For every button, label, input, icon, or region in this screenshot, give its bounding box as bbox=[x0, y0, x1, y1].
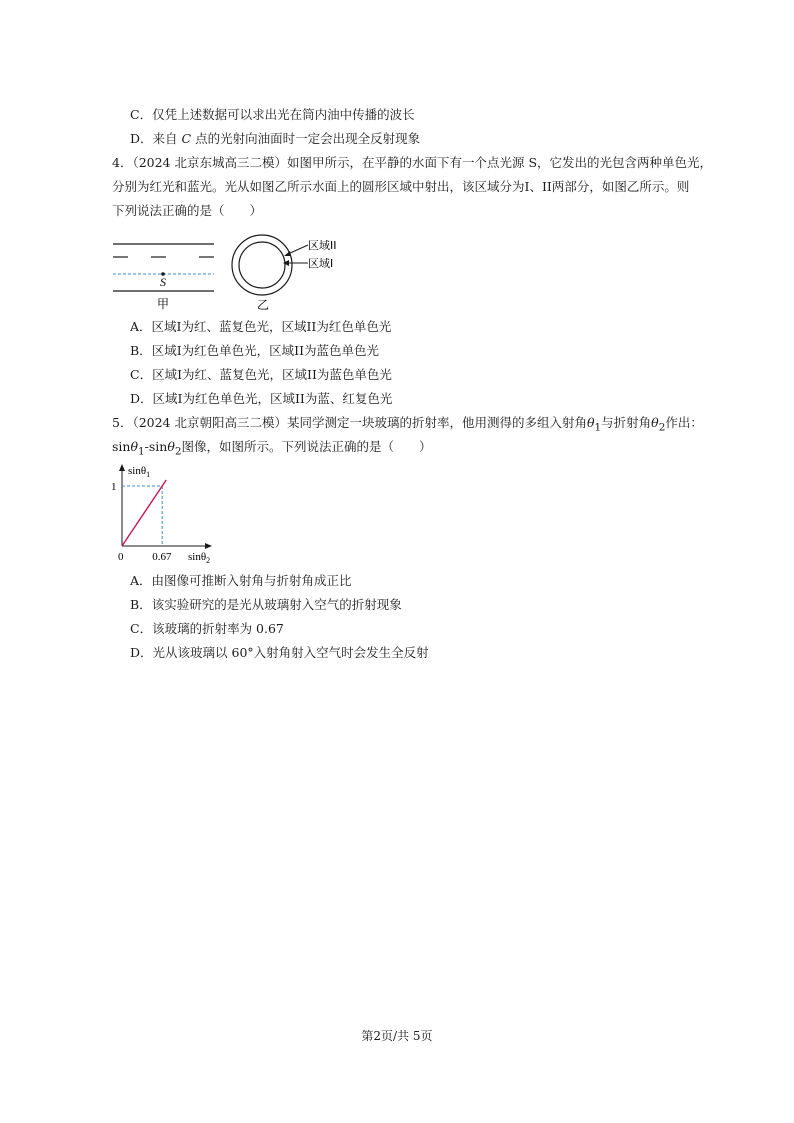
option-text: 区域I为红、蓝复色光，区域II为蓝色单色光 bbox=[152, 367, 392, 382]
question-text: 分别为红光和蓝光。光从如图乙所示水面上的圆形区域中射出，该区域分为I、II两部分，如图乙所示。则 bbox=[112, 179, 690, 194]
data-series-line bbox=[122, 480, 166, 546]
arrow-head-icon bbox=[283, 260, 289, 266]
q4-option-d bbox=[130, 391, 392, 407]
sin-theta-chart bbox=[108, 462, 224, 566]
region2-label: 区域II bbox=[308, 239, 337, 252]
option-letter: D． bbox=[130, 391, 153, 406]
option-text: 该实验研究的是光从玻璃射入空气的折射现象 bbox=[151, 597, 402, 612]
q3-option-c bbox=[130, 107, 415, 123]
option-text: 仅凭上述数据可以求出光在筒内油中传播的波长 bbox=[152, 107, 415, 122]
x-tick-label: 0.67 bbox=[152, 551, 172, 563]
figure-caption-jia: 甲 bbox=[157, 297, 170, 311]
q5-option-c bbox=[130, 621, 284, 637]
option-text: 区域I为红色单色光，区域II为蓝色单色光 bbox=[151, 343, 380, 358]
region1-label: 区域I bbox=[308, 257, 334, 270]
subscript: 2 bbox=[174, 445, 182, 458]
source-label: S bbox=[160, 275, 166, 289]
question-text: 与折射角 bbox=[601, 415, 652, 430]
option-letter: A． bbox=[130, 573, 152, 588]
question-text: （2024 北京朝阳高三二模）某同学测定一块玻璃的折射率，他用测得的多组入射角 bbox=[132, 415, 587, 430]
option-letter: C． bbox=[130, 107, 153, 122]
inner-circle-region-1 bbox=[239, 242, 285, 288]
figure-caption-yi: 乙 bbox=[257, 298, 270, 312]
q4-stem-line-3 bbox=[112, 203, 262, 219]
question-text: 作出： bbox=[665, 415, 703, 430]
q4-stem-line-1 bbox=[112, 155, 712, 171]
q5-option-b bbox=[130, 597, 402, 613]
point-variable: C bbox=[181, 131, 192, 146]
subscript: 1 bbox=[138, 445, 145, 458]
page-footer: 第2页/共 5页 bbox=[361, 1029, 433, 1043]
q5-stem-line-2 bbox=[112, 439, 431, 460]
subscript: 2 bbox=[658, 421, 666, 434]
option-letter: D． bbox=[130, 645, 153, 660]
y-axis-label bbox=[128, 465, 150, 479]
option-letter: C． bbox=[130, 621, 153, 636]
option-letter: D． bbox=[130, 131, 153, 146]
theta-symbol: θ bbox=[587, 415, 595, 430]
option-text: 区域I为红色单色光，区域II为蓝、红复色光 bbox=[152, 391, 393, 406]
theta-symbol: θ bbox=[130, 439, 138, 454]
figure-yi bbox=[226, 232, 346, 314]
y-axis-arrow-icon bbox=[119, 464, 125, 471]
figure-jia bbox=[108, 236, 220, 312]
origin-label: 0 bbox=[118, 551, 124, 563]
x-axis-label-main: sinθ bbox=[188, 551, 207, 563]
q5-stem-line-1 bbox=[112, 415, 703, 436]
q4-option-a bbox=[130, 319, 391, 335]
arrow-head-icon bbox=[284, 251, 291, 256]
q4-option-b bbox=[130, 343, 379, 359]
option-text: 由图像可推断入射角与折射角成正比 bbox=[151, 573, 352, 588]
theta-symbol: θ bbox=[651, 415, 659, 430]
option-letter: B． bbox=[130, 343, 152, 358]
option-text: 光从该玻璃以 60°入射角射入空气时会发生全反射 bbox=[152, 645, 429, 660]
q4-stem-line-2 bbox=[112, 179, 689, 195]
q3-option-d bbox=[130, 131, 420, 147]
x-axis-arrow-icon bbox=[205, 543, 212, 549]
question-text: sin bbox=[112, 439, 131, 454]
question-text: -sin bbox=[144, 439, 168, 454]
q5-option-a bbox=[130, 573, 352, 589]
y-tick-label: 1 bbox=[111, 481, 117, 493]
question-text: 下列说法正确的是（ ） bbox=[112, 203, 263, 218]
option-letter: A． bbox=[130, 319, 152, 334]
region2-pointer bbox=[288, 245, 308, 254]
option-text: 来自 bbox=[152, 131, 182, 146]
q4-option-c bbox=[130, 367, 392, 383]
theta-symbol: θ bbox=[167, 439, 175, 454]
question-text: 图像，如图所示。下列说法正确的是（ ） bbox=[181, 439, 432, 454]
q5-option-d bbox=[130, 645, 429, 661]
subscript: 1 bbox=[594, 421, 602, 434]
outer-circle-region-2 bbox=[232, 235, 292, 295]
y-axis-label-sub: 1 bbox=[146, 470, 151, 479]
question-number: 5． bbox=[112, 415, 133, 430]
y-axis-label-main: sinθ bbox=[128, 465, 147, 477]
x-axis-label bbox=[188, 551, 210, 565]
question-number: 4． bbox=[112, 155, 133, 170]
option-letter: B． bbox=[130, 597, 152, 612]
option-letter: C． bbox=[130, 367, 153, 382]
question-text: （2024 北京东城高三二模）如图甲所示，在平静的水面下有一个点光源 S，它发出的光包含两种单色光， bbox=[132, 155, 713, 170]
option-text: 点的光射向油面时一定会出现全反射现象 bbox=[191, 131, 421, 146]
x-axis-label-sub: 2 bbox=[206, 556, 211, 565]
option-text: 该玻璃的折射率为 0.67 bbox=[152, 621, 284, 636]
option-text: 区域I为红、蓝复色光，区域II为红色单色光 bbox=[151, 319, 392, 334]
